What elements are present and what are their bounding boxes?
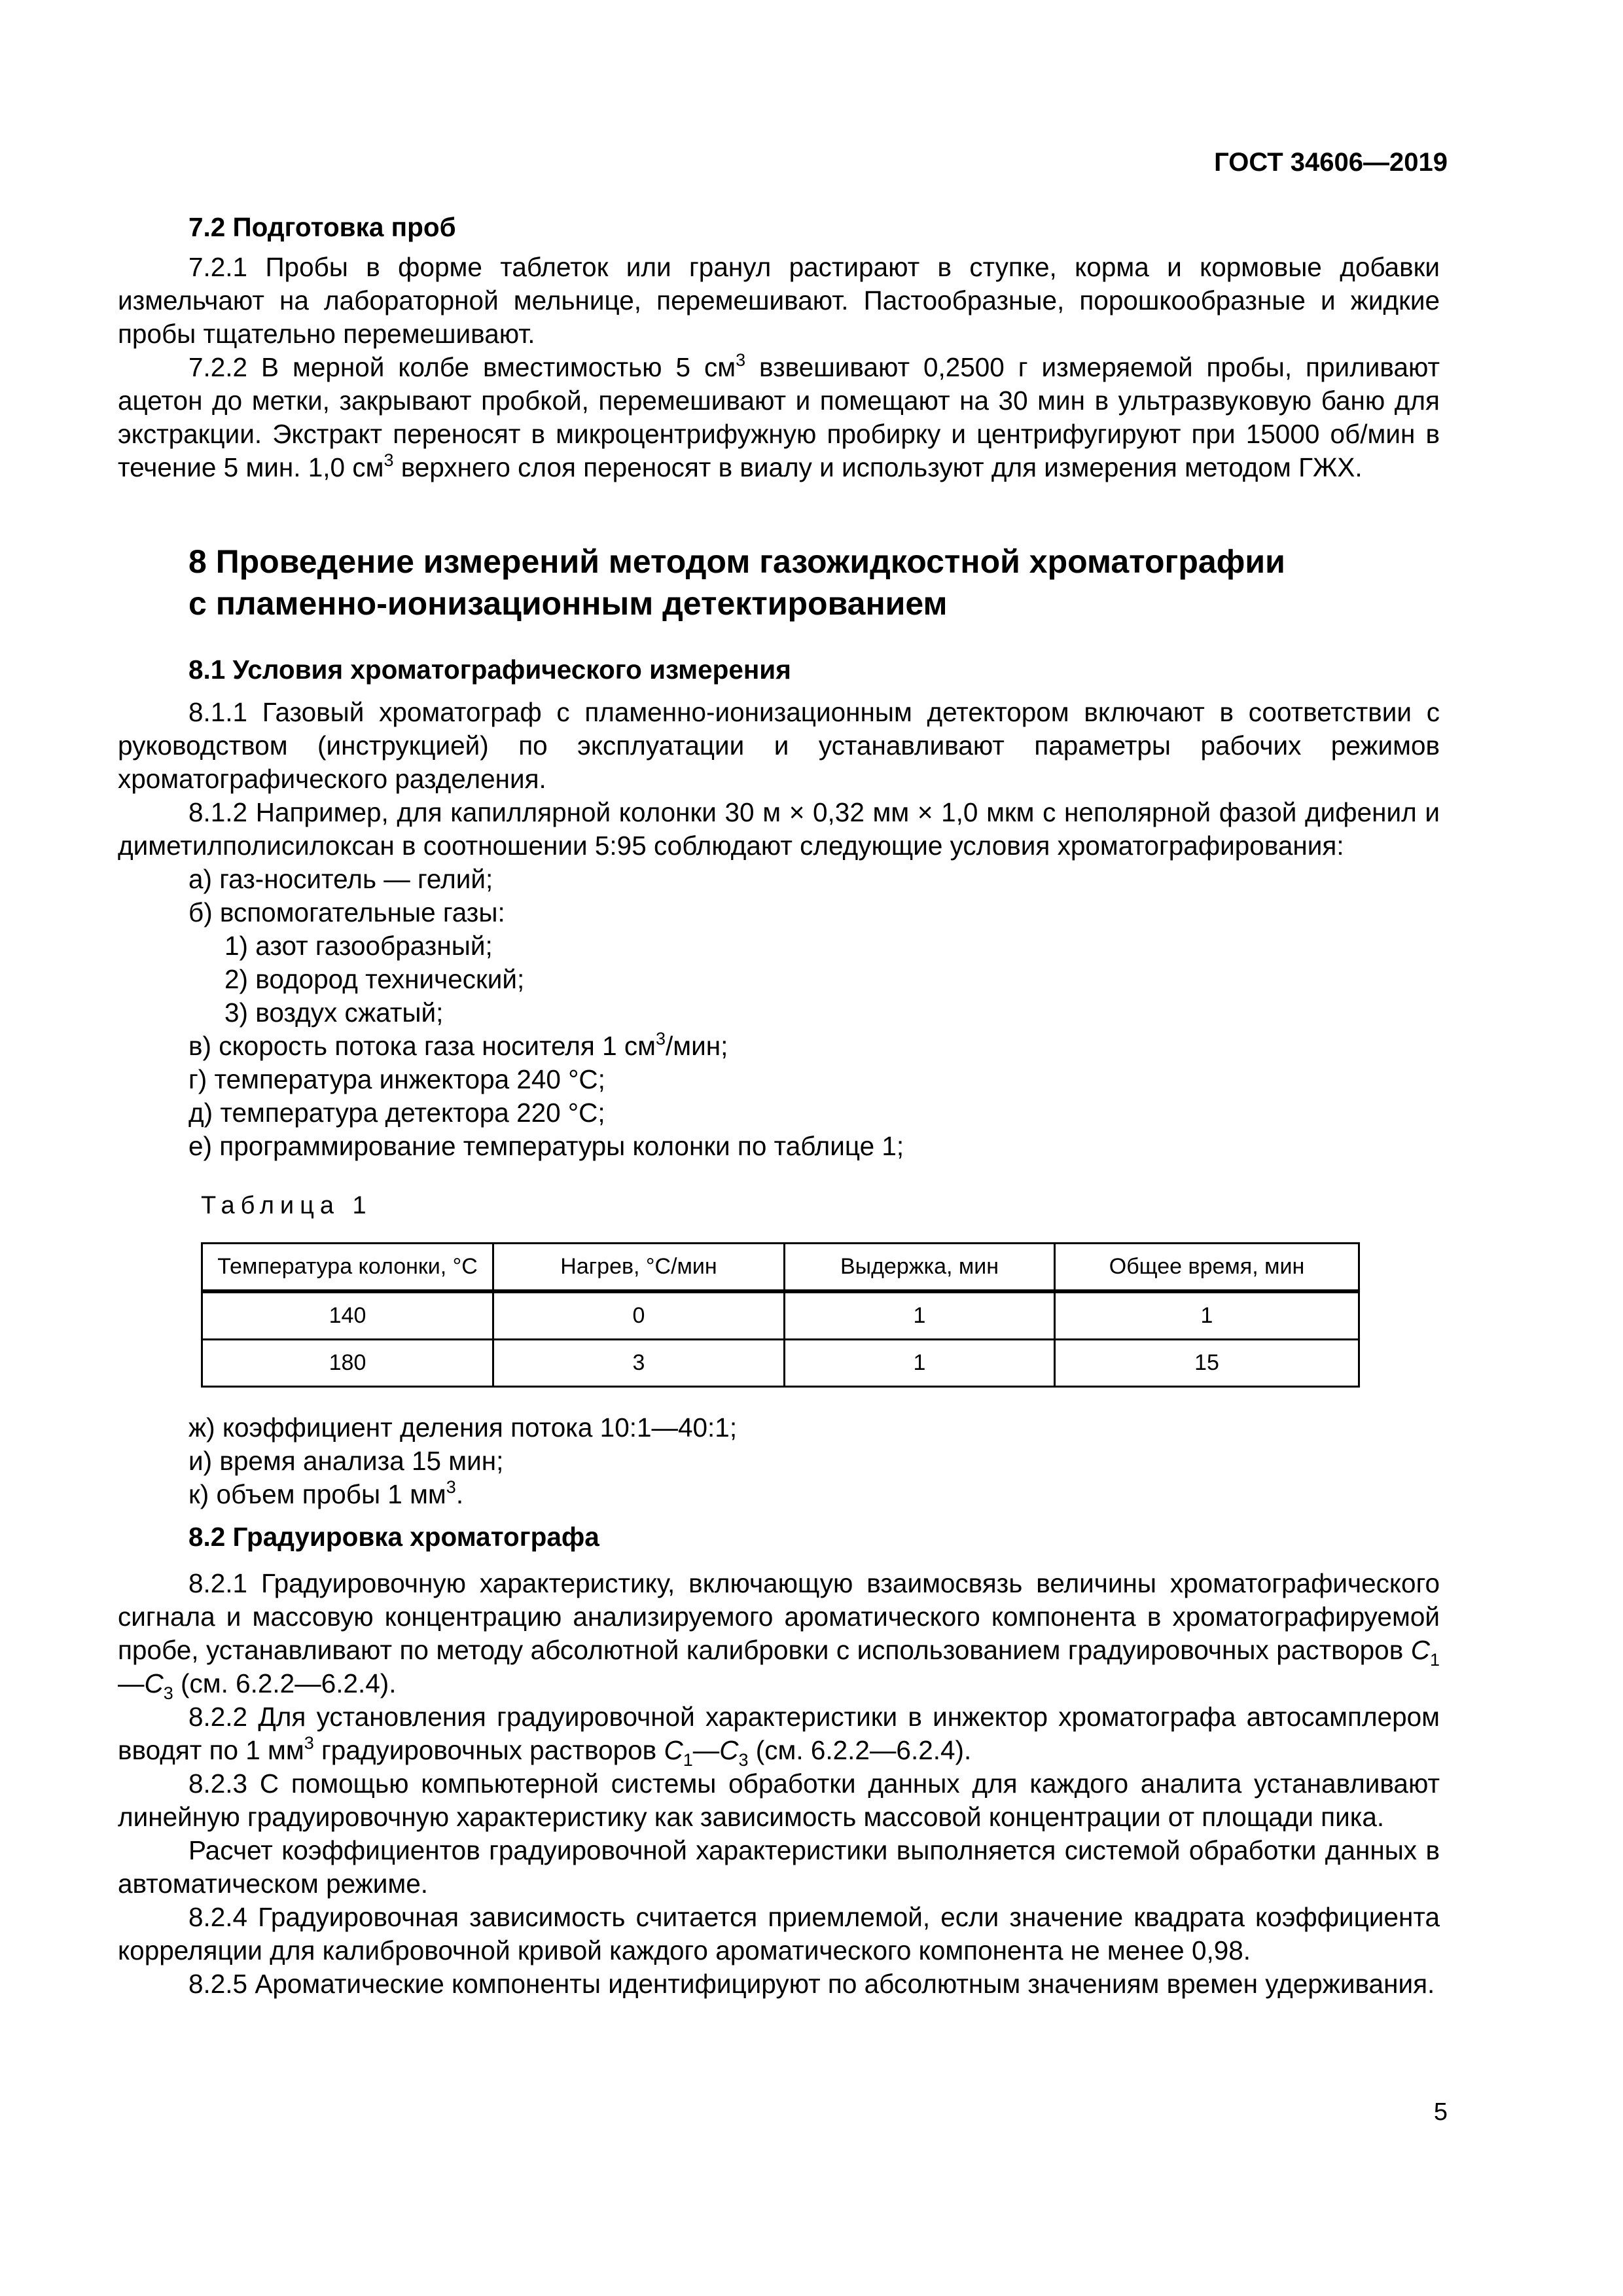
- table-header-row: [202, 1244, 1359, 1292]
- table-cell: 1: [785, 1340, 1055, 1387]
- paragraph-8-2-3: 8.2.3 С помощью компьютерной системы обработки данных для каждого аналита устанавливают линейную градуировочную характеристику как зависимость массовой концентрации от площади пика.: [118, 1768, 1440, 1832]
- paragraph-8-2-1: 8.2.1 Градуировочную характеристику, включающую взаимосвязь величины хроматографического сигнала и массовую концентрацию анализируемого ароматического компонента в хроматографируемой пробе, устанавливают по методу абсолютной калибровки с использованием градуировочных растворов $C_1—C_3$ (см. 6.2.2—6.2.4).: [118, 1568, 1440, 1703]
- list-item-b1: 1) азот газообразный;: [224, 931, 493, 961]
- table-header-cell: Общее время, мин: [1055, 1244, 1359, 1292]
- list-item-i: и) время анализа 15 мин;: [188, 1446, 504, 1476]
- page-content: [118, 211, 1440, 2001]
- list-item-e: е) программирование температуры колонки по таблице 1;: [188, 1131, 904, 1161]
- paragraph-8-2-4: 8.2.4 Градуировочная зависимость считается приемлемой, если значение квадрата коэффициента корреляции для калибровочной кривой каждого ароматического компонента не менее 0,98.: [118, 1902, 1440, 1965]
- table-header-cell: Нагрев, °С/мин: [493, 1244, 785, 1292]
- table-cell: 1: [785, 1291, 1055, 1340]
- table-cell: 180: [202, 1340, 493, 1387]
- table-cell: 15: [1055, 1340, 1359, 1387]
- list-item-zh: ж) коэффициент деления потока 10:1—40:1;: [188, 1412, 738, 1443]
- section-7-2-title: 7.2 Подготовка проб: [188, 212, 456, 242]
- paragraph-8-1-1: 8.1.1 Газовый хроматограф с пламенно-ионизационным детектором включают в соответствии с руководством (инструкцией) по эксплуатации и устанавливают параметры рабочих режимов хроматографического разделения.: [118, 697, 1440, 794]
- list-item-g: г) температура инжектора 240 °С;: [188, 1064, 605, 1094]
- list-item-d: д) температура детектора 220 °С;: [188, 1098, 605, 1128]
- temperature-program-table: [201, 1242, 1360, 1388]
- list-item-b2: 2) водород технический;: [224, 964, 525, 994]
- list-item-a: а) газ-носитель — гелий;: [188, 864, 493, 894]
- section-8-1-title: 8.1 Условия хроматографического измерения: [188, 655, 791, 685]
- table-header-cell: Температура колонки, °С: [202, 1244, 493, 1292]
- table-cell: 0: [493, 1291, 785, 1340]
- list-item-b: б) вспомогательные газы:: [188, 897, 505, 927]
- table-cell: 140: [202, 1291, 493, 1340]
- paragraph-7-2-2: 7.2.2 В мерной колбе вместимостью 5 $см^3$ взвешивают 0,2500 г измеряемой пробы, приливают ацетон до метки, закрывают пробкой, перемешивают и помещают на 30 мин в ультразвуковую баню для экстракции. Экстракт переносят в микроцентрифужную пробирку и центрифугируют при 15000 об/мин в течение 5 мин. 1,0 $см^3$ верхнего слоя переносят в виалу и используют для измерения методом ГЖХ.: [118, 350, 1440, 482]
- table-cell: 3: [493, 1340, 785, 1387]
- page-number: 5: [1433, 2098, 1448, 2126]
- paragraph-7-2-1: 7.2.1 Пробы в форме таблеток или гранул растирают в ступке, корма и кормовые добавки измельчают на лабораторной мельнице, перемешивают. Пастообразные, порошкообразные и жидкие пробы тщательно перемешивают.: [118, 252, 1440, 349]
- table-header-cell: Выдержка, мин: [785, 1244, 1055, 1292]
- document-code: ГОСТ 34606—2019: [1214, 148, 1448, 177]
- paragraph-8-2-3-b: Расчет коэффициентов градуировочной характеристики выполняется системой обработки данных в автоматическом режиме.: [118, 1835, 1440, 1899]
- table-cell: 1: [1055, 1291, 1359, 1340]
- list-item-b3: 3) воздух сжатый;: [224, 997, 444, 1028]
- paragraph-8-2-2: 8.2.2 Для установления градуировочной характеристики в инжектор хроматографа автосамплером вводят по 1 $мм^3$ градуировочных растворов $C_1—C_3$ (см. 6.2.2—6.2.4).: [118, 1702, 1440, 1770]
- section-8-2-title: 8.2 Градуировка хроматографа: [188, 1522, 599, 1552]
- section-8-title: 8 Проведение измерений методом газожидкостной хроматографии с пламенно-ионизационным детектированием: [188, 543, 1285, 622]
- table-row: [202, 1291, 1359, 1340]
- table-row: [202, 1340, 1359, 1387]
- list-item-v: в) скорость потока газа носителя 1 $см^3$/мин;: [188, 1029, 728, 1061]
- paragraph-8-1-2: 8.1.2 Например, для капиллярной колонки 30 м × 0,32 мм × 1,0 мкм с неполярной фазой дифенил и диметилполисилоксан в соотношении 5:95 соблюдают следующие условия хроматографирования:: [118, 797, 1440, 861]
- list-item-k: к) объем пробы 1 $мм^3$.: [188, 1477, 464, 1509]
- paragraph-8-2-5: 8.2.5 Ароматические компоненты идентифицируют по абсолютным значениям времен удерживания.: [188, 1969, 1435, 1999]
- table-caption: Таблица 1: [201, 1192, 372, 1219]
